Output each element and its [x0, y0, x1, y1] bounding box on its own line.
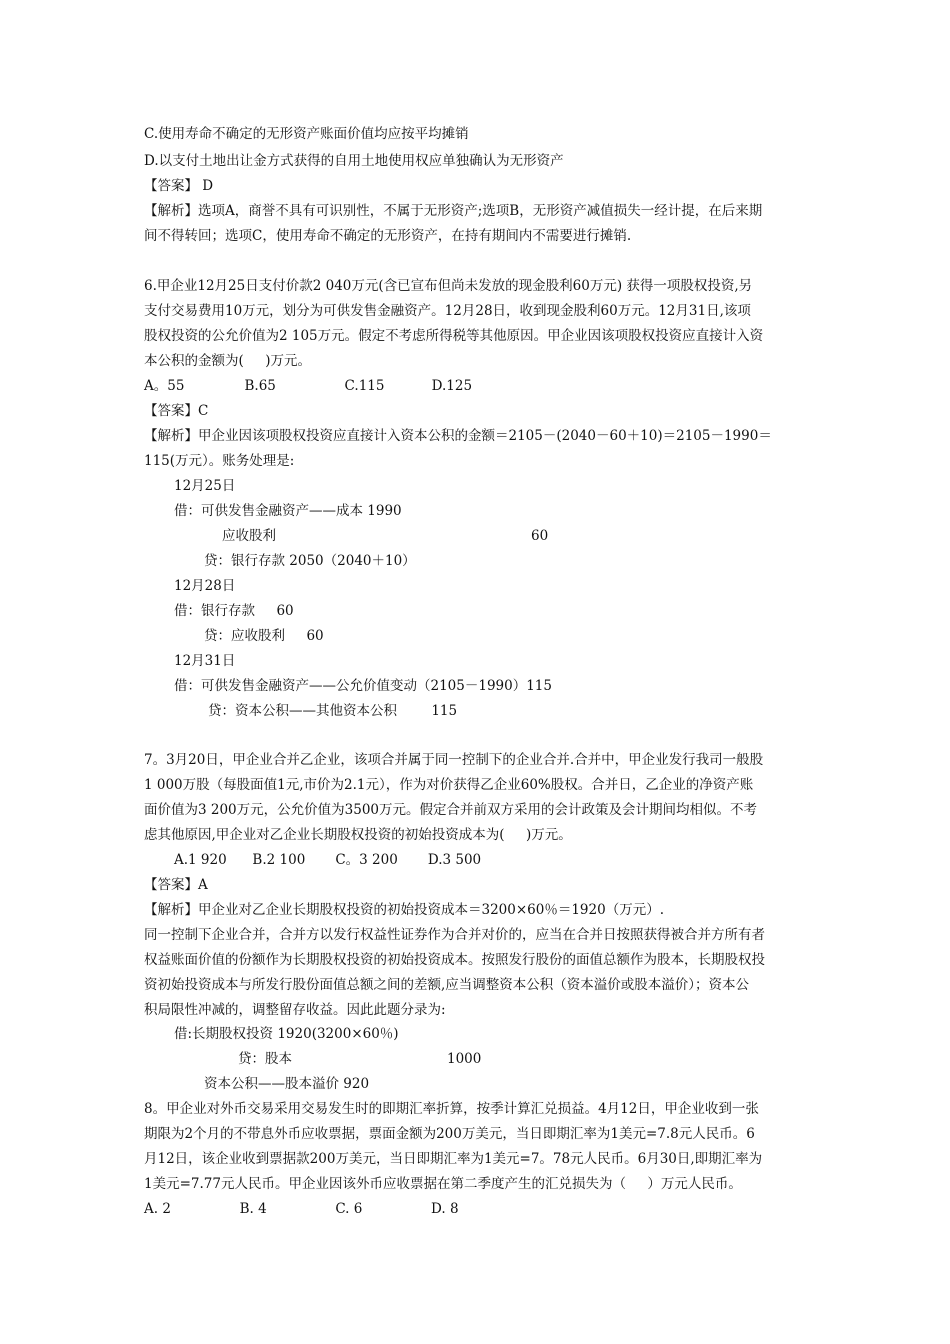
- q6-stem-line: 6.甲企业12月25日支付价款2 040万元(含已宣布但尚未发放的现金股利60万元) 获得一项股权投资,另: [144, 278, 753, 294]
- q6-options: A。55 B.65 C.115 D.125: [144, 378, 473, 394]
- q7-stem-line: 1 000万股（每股面值1元,市价为2.1元），作为对价获得乙企业60%股权。合并日，乙企业的净资产账: [144, 777, 754, 793]
- q6-stem-line: 股权投资的公允价值为2 105万元。假定不考虑所得税等其他原因。甲企业因该项股权投资应直接计入资: [144, 328, 764, 344]
- q8-stem-line: 8。甲企业对外币交易采用交易发生时的即期汇率折算，按季计算汇兑损益。4月12日，甲企业收到一张: [144, 1101, 759, 1117]
- q6-answer: 【答案】C: [144, 403, 209, 419]
- q6-entry-debit: 借：可供发售金融资产——公允价值变动（2105－1990）115: [174, 678, 552, 694]
- q5-option-d: D.以支付土地出让金方式获得的自用土地使用权应单独确认为无形资产: [144, 153, 564, 169]
- q5-analysis-line: 【解析】选项A，商誉不具有可识别性，不属于无形资产;选项B，无形资产减值损失一经计提，在后来期: [144, 203, 763, 219]
- q7-answer: 【答案】A: [144, 877, 208, 893]
- q5-option-c: C.使用寿命不确定的无形资产账面价值均应按平均摊销: [144, 126, 469, 142]
- q6-stem-line: 本公积的金额为( )万元。: [144, 353, 311, 369]
- q7-analysis-line: 积局限性冲减的，调整留存收益。因此此题分录为:: [144, 1002, 446, 1018]
- q6-entry-debit: 借：可供发售金融资产——成本 1990: [174, 503, 402, 519]
- q7-entry-credit: 贷：股本: [238, 1051, 292, 1067]
- q6-entry-debit: 借：银行存款 60: [174, 603, 294, 619]
- q6-stem-line: 支付交易费用10万元，划分为可供发售金融资产。12月28日，收到现金股利60万元。12月31日,该项: [144, 303, 751, 319]
- q6-entry-credit: 贷：资本公积——其他资本公积 115: [208, 703, 458, 719]
- q7-stem-line: 面价值为3 200万元，公允价值为3500万元。假定合并前双方采用的会计政策及会计期间均相似。不考: [144, 802, 758, 818]
- q6-analysis-line: 115(万元）。账务处理是:: [144, 453, 295, 469]
- q7-stem-line: 虑其他原因,甲企业对乙企业长期股权投资的初始投资成本为( )万元。: [144, 827, 572, 843]
- q6-entry-debit-item: 应收股利: [222, 528, 276, 544]
- q7-analysis-line: 权益账面价值的份额作为长期股权投资的初始投资成本。按照发行股份的面值总额作为股本，长期股权投: [144, 952, 765, 968]
- q6-entry-date: 12月28日: [174, 578, 236, 594]
- q7-stem-line: 7。3月20日，甲企业合并乙企业，该项合并属于同一控制下的企业合并.合并中，甲企业发行我司一般股: [144, 752, 764, 768]
- q6-entry-credit: 贷：应收股利 60: [204, 628, 324, 644]
- q6-entry-debit-amount: 60: [531, 528, 549, 544]
- q7-options: A.1 920 B.2 100 C。3 200 D.3 500: [174, 852, 482, 868]
- q8-stem-line: 1美元=7.77元人民币。甲企业因该外币应收票据在第二季度产生的汇兑损失为（ ）万元人民币。: [144, 1176, 742, 1192]
- q7-entry-debit: 借:长期股权投资 1920(3200×60％): [174, 1026, 399, 1042]
- q8-stem-line: 月12日，该企业收到票据款200万美元，当日即期汇率为1美元=7。78元人民币。6月30日,即期汇率为: [144, 1151, 763, 1167]
- q6-entry-credit: 贷：银行存款 2050（2040＋10）: [204, 553, 416, 569]
- q8-options: A. 2 B. 4 C. 6 D. 8: [144, 1201, 459, 1217]
- q7-analysis-line: 同一控制下企业合并，合并方以发行权益性证券作为合并对价的，应当在合并日按照获得被合并方所有者: [144, 927, 765, 943]
- q7-entry-credit: 资本公积——股本溢价 920: [204, 1076, 370, 1092]
- q6-entry-date: 12月25日: [174, 478, 236, 494]
- q6-analysis-line: 【解析】甲企业因该项股权投资应直接计入资本公积的金额＝2105－(2040－60＋10)＝2105－1990＝: [144, 428, 772, 444]
- q7-analysis-line: 【解析】甲企业对乙企业长期股权投资的初始投资成本＝3200×60％＝1920（万元）.: [144, 902, 664, 918]
- q5-analysis-line: 间不得转回；选项C，使用寿命不确定的无形资产，在持有期间内不需要进行摊销.: [144, 228, 632, 244]
- q7-analysis-line: 资初始投资成本与所发行股份面值总额之间的差额,应当调整资本公积（资本溢价或股本溢价）；资本公: [144, 977, 750, 993]
- q7-entry-credit-amount: 1000: [447, 1051, 482, 1067]
- q5-answer: 【答案】 D: [144, 178, 214, 194]
- q8-stem-line: 期限为2个月的不带息外币应收票据，票面金额为200万美元，当日即期汇率为1美元=7.8元人民币。6: [144, 1126, 755, 1142]
- q6-entry-date: 12月31日: [174, 653, 236, 669]
